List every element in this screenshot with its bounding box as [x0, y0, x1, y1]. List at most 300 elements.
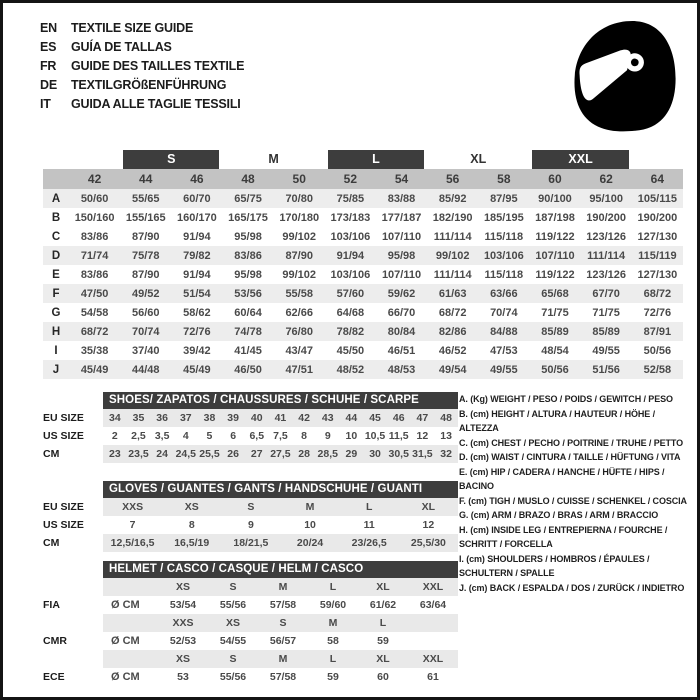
size-cell: 2,5: [131, 430, 146, 442]
measure-cell: 78/82: [325, 322, 376, 341]
size-cell: 12: [422, 519, 435, 531]
size-cell: 31,5: [411, 445, 435, 463]
measure-cell: 85/92: [427, 189, 478, 208]
size-band-L: [325, 149, 427, 169]
measure-cell: 105/115: [632, 189, 683, 208]
measure-cell: 99/102: [427, 246, 478, 265]
size-cell: 10: [304, 519, 316, 531]
legend-item: E. (cm) HIP / CADERA / HANCHE / HÜFTE / HIPS / BACINO: [459, 466, 665, 491]
measure-cell: 53/56: [222, 284, 273, 303]
size-cell: 30: [363, 445, 387, 463]
measure-cell: 115/118: [484, 268, 524, 281]
size-cell: M: [258, 650, 308, 668]
measure-cell: 115/119: [632, 246, 683, 265]
size-col-header: 64: [632, 169, 683, 189]
language-title: TEXTILGRÖßENFÜHRUNG: [71, 78, 227, 92]
measure-cell: 95/98: [234, 230, 262, 243]
measure-cell: 83/86: [80, 268, 109, 281]
size-cell: 47: [411, 409, 435, 427]
size-col-header: 54: [376, 169, 427, 189]
size-cell: 9: [324, 430, 331, 442]
measure-row-J: [43, 360, 683, 379]
measure-cell: 107/110: [381, 268, 422, 281]
size-cell: XS: [158, 650, 208, 668]
size-cell: 60: [377, 671, 389, 683]
measure-row-B: [43, 208, 683, 227]
size-cell: 30,5: [387, 445, 411, 463]
size-cell: 56/57: [269, 635, 297, 647]
size-band-XXL: [529, 149, 631, 169]
measure-cell: 177/187: [381, 211, 422, 224]
measure-cell: 91/94: [325, 246, 376, 265]
size-band-bar: L: [328, 150, 424, 169]
racing-helmet-icon: [559, 15, 689, 135]
measure-cell: 107/110: [381, 230, 422, 243]
measure-cell: 66/70: [387, 306, 416, 319]
measure-cell: 51/56: [581, 360, 632, 379]
size-cell: 59/60: [319, 599, 347, 611]
measure-cell: 119/122: [535, 268, 575, 281]
size-cell: XXS: [103, 498, 162, 516]
size-cell: 24,5: [174, 445, 198, 463]
size-cell: 59: [327, 671, 339, 683]
measure-cell: 71/74: [69, 246, 120, 265]
measure-cell: 127/130: [637, 230, 678, 243]
size-cell: S: [208, 578, 258, 596]
measure-cell: 65/75: [222, 189, 273, 208]
size-cell: 27,5: [269, 445, 293, 463]
language-code: FR: [40, 59, 57, 73]
measure-cell: 75/78: [120, 246, 171, 265]
helmet-table: [43, 560, 458, 686]
measure-cell: 49/54: [427, 360, 478, 379]
size-cell: XL: [399, 498, 458, 516]
row-letter: D: [43, 246, 69, 265]
size-cell: L: [308, 650, 358, 668]
legend-item: F. (cm) TIGH / MUSLO / CUISSE / SCHENKEL / COSCIA: [459, 495, 687, 506]
shoes-section: [43, 391, 458, 463]
size-cell: 61/62: [369, 599, 397, 611]
size-cell: S: [208, 650, 258, 668]
size-cell: 63/64: [419, 599, 447, 611]
size-cell: 18/21,5: [221, 534, 280, 552]
measure-row-D: [43, 246, 683, 265]
size-col-header: 58: [478, 169, 529, 189]
size-cell: 23: [103, 445, 127, 463]
section-header: SHOES/ ZAPATOS / CHAUSSURES / SCHUHE / SCARPE: [103, 392, 458, 409]
measure-cell: 43/47: [285, 344, 313, 357]
measure-cell: 50/56: [529, 360, 580, 379]
size-band-bar: S: [123, 150, 219, 169]
measure-unit: Ø CM: [111, 635, 140, 647]
row-label: ECE: [43, 671, 65, 683]
size-cell: 8: [301, 430, 307, 442]
size-cell: 29: [340, 445, 364, 463]
size-cell: 57/58: [269, 671, 297, 683]
size-cell: 59: [377, 635, 389, 647]
size-cell: 3,5: [154, 430, 170, 442]
size-cell: XXS: [158, 614, 208, 632]
size-cell: M: [280, 498, 339, 516]
size-cell: 55/56: [219, 599, 247, 611]
measure-cell: 182/190: [432, 211, 473, 224]
measure-cell: 45/50: [336, 344, 365, 357]
size-band-row: [43, 149, 683, 169]
size-col-header: 62: [581, 169, 632, 189]
measure-cell: 72/76: [643, 306, 672, 319]
measure-cell: 99/102: [282, 230, 317, 243]
measure-cell: 95/98: [234, 268, 262, 281]
measure-row-A: [43, 189, 683, 208]
size-cell: 53: [177, 671, 189, 683]
language-row-fr: [40, 57, 244, 76]
legend-item: A. (Kg) WEIGHT / PESO / POIDS / GEWITCH / PESO: [459, 394, 673, 404]
size-cell: 23/26,5: [340, 534, 399, 552]
measure-cell: 79/82: [171, 246, 222, 265]
size-col-header: 56: [427, 169, 478, 189]
size-cell: XS: [158, 578, 208, 596]
size-cell: 16,5/19: [162, 534, 221, 552]
measure-cell: 85/89: [581, 322, 632, 341]
size-cell: L: [358, 614, 408, 632]
measure-cell: 90/100: [529, 189, 580, 208]
size-col-header: 42: [69, 169, 120, 189]
measure-cell: 55/58: [274, 284, 325, 303]
size-cell: XS: [208, 614, 258, 632]
measure-cell: 46/50: [222, 360, 273, 379]
legend-item: H. (cm) INSIDE LEG / ENTREPIERNA / FOURCHE / SCHRITT / FORCELLA: [459, 524, 668, 549]
measure-cell: 87/90: [131, 230, 160, 243]
measure-cell: 170/180: [279, 211, 320, 224]
measure-cell: 46/51: [387, 344, 416, 357]
measure-cell: 115/118: [484, 230, 524, 243]
measure-cell: 76/80: [274, 322, 325, 341]
measure-cell: 45/49: [171, 360, 222, 379]
measure-cell: 61/63: [427, 284, 478, 303]
size-col-header: 48: [222, 169, 273, 189]
measure-row-C: [43, 227, 683, 246]
size-cell: XL: [358, 578, 408, 596]
size-cell: XL: [358, 650, 408, 668]
measure-cell: 55/65: [120, 189, 171, 208]
measure-cell: 49/52: [120, 284, 171, 303]
size-cell: 11: [363, 519, 375, 531]
measure-cell: 127/130: [637, 268, 678, 281]
language-code: IT: [40, 97, 51, 111]
size-cell: 41: [269, 409, 293, 427]
size-cell: 42: [292, 409, 316, 427]
measure-cell: 67/70: [581, 284, 632, 303]
language-row-de: [40, 76, 244, 95]
size-cell: 25,5/30: [399, 534, 458, 552]
size-col-header: 46: [171, 169, 222, 189]
size-cell: 58: [327, 635, 339, 647]
measure-cell: 68/72: [438, 306, 467, 319]
size-band-label: M: [268, 152, 279, 166]
size-cell: M: [308, 614, 358, 632]
size-col-header: 44: [120, 169, 171, 189]
size-cell: XXL: [408, 578, 458, 596]
size-cell: [408, 632, 458, 650]
size-cell: 53/54: [169, 599, 197, 611]
size-cell: 45: [363, 409, 387, 427]
measure-cell: 70/74: [120, 322, 171, 341]
size-cell: M: [258, 578, 308, 596]
measure-cell: 44/48: [120, 360, 171, 379]
measurement-legend: [459, 392, 695, 595]
measure-cell: 48/52: [325, 360, 376, 379]
legend-item: B. (cm) HEIGHT / ALTURA / HAUTEUR / HÖHE / ALTEZZA: [459, 408, 655, 433]
measure-cell: 37/40: [131, 344, 160, 357]
language-code: EN: [40, 21, 57, 35]
size-cell: 34: [103, 409, 127, 427]
measure-cell: 65/68: [529, 284, 580, 303]
row-letter: I: [54, 344, 58, 357]
legend-item: J. (cm) BACK / ESPALDA / DOS / ZURÜCK / INDIETRO: [459, 582, 685, 593]
measure-cell: 63/66: [478, 284, 529, 303]
measure-cell: 75/85: [325, 189, 376, 208]
size-col-header: 52: [325, 169, 376, 189]
size-cell: 8: [188, 519, 195, 531]
measure-cell: 85/89: [529, 322, 580, 341]
size-cell: L: [340, 498, 399, 516]
measure-cell: 48/54: [541, 344, 569, 357]
measure-cell: 57/60: [325, 284, 376, 303]
measure-row-F: [43, 284, 683, 303]
row-letter: E: [52, 268, 60, 281]
helmet-size-row: [43, 614, 458, 632]
language-title: TEXTILE SIZE GUIDE: [71, 21, 194, 35]
row-letter: C: [51, 230, 61, 243]
language-row-en: [40, 19, 244, 38]
size-col-header: 60: [529, 169, 580, 189]
size-band-label: XL: [470, 152, 487, 166]
measure-cell: 160/170: [177, 211, 217, 224]
measure-cell: 103/106: [330, 230, 371, 243]
size-cell: S: [221, 498, 280, 516]
size-cell: 12,5/16,5: [103, 534, 162, 552]
language-row-es: [40, 38, 244, 57]
legend-item: D. (cm) WAIST / CINTURA / TAILLE / HÜFTUNG / VITA: [459, 452, 681, 462]
measure-cell: 70/74: [490, 306, 518, 319]
language-title: GUIDE DES TAILLES TEXTILE: [71, 59, 245, 73]
measure-cell: 150/160: [74, 211, 115, 224]
measure-cell: 91/94: [183, 268, 211, 281]
row-label: US SIZE: [43, 519, 84, 531]
language-code: DE: [40, 78, 57, 92]
measure-cell: 83/86: [80, 230, 109, 243]
size-cell: 6: [230, 430, 237, 442]
size-cell: 9: [247, 519, 254, 531]
measure-cell: 71/75: [592, 306, 620, 319]
measure-cell: 190/200: [586, 211, 627, 224]
measure-cell: 155/165: [125, 211, 166, 224]
size-cell: 55/56: [219, 671, 247, 683]
measure-cell: 39/42: [183, 344, 211, 357]
size-cell: 12: [416, 430, 429, 442]
section-header: GLOVES / GUANTES / GANTS / HANDSCHUHE / GUANTI: [103, 481, 458, 498]
measure-cell: 83/88: [376, 189, 427, 208]
helmet-size-row: [43, 650, 458, 668]
size-cell: 54/55: [219, 635, 247, 647]
size-band-M: [222, 149, 324, 169]
measure-cell: 59/62: [376, 284, 427, 303]
size-cell: [408, 614, 458, 632]
main-size-table: [43, 149, 683, 379]
row-label: US SIZE: [43, 430, 84, 442]
measure-cell: 35/38: [80, 344, 109, 357]
language-row-it: [40, 95, 244, 114]
size-cell: 10,5: [364, 430, 386, 442]
measure-row-H: [43, 322, 683, 341]
size-cell: 7,5: [273, 430, 288, 442]
measure-cell: 119/122: [535, 230, 575, 243]
row-label: EU SIZE: [43, 501, 84, 513]
row-label: CM: [43, 448, 60, 460]
measure-row-G: [43, 303, 683, 322]
size-cell: 4: [182, 430, 189, 442]
measure-cell: 107/110: [529, 246, 580, 265]
language-title: GUÍA DE TALLAS: [71, 40, 172, 54]
legend-item: I. (cm) SHOULDERS / HOMBROS / ÉPAULES / SCHULTERN / SPALLE: [459, 553, 650, 578]
measure-cell: 71/75: [541, 306, 569, 319]
row-letter: A: [43, 189, 69, 208]
measure-cell: 83/86: [222, 246, 273, 265]
measure-cell: 68/72: [632, 284, 683, 303]
measure-cell: 64/68: [336, 306, 365, 319]
size-cell: 37: [174, 409, 198, 427]
size-cell: S: [258, 614, 308, 632]
row-label: CM: [43, 537, 60, 549]
measure-cell: 173/183: [330, 211, 371, 224]
measure-cell: 87/95: [478, 189, 529, 208]
helmet-value-row-ECE: [43, 668, 458, 686]
measure-cell: 87/90: [274, 246, 325, 265]
measure-cell: 111/114: [433, 268, 472, 281]
measure-cell: 47/53: [490, 344, 518, 357]
measure-cell: 187/198: [535, 211, 575, 224]
measure-cell: 185/195: [483, 211, 524, 224]
size-col-header: 50: [274, 169, 325, 189]
measure-cell: 58/62: [183, 306, 211, 319]
size-cell: 11,5: [388, 430, 409, 442]
legend-item: G. (cm) ARM / BRAZO / BRAS / ARM / BRACCIO: [459, 510, 659, 520]
measure-cell: 45/49: [69, 360, 120, 379]
measure-cell: 47/51: [274, 360, 325, 379]
measure-cell: 111/114: [581, 246, 632, 265]
measure-cell: 50/60: [69, 189, 120, 208]
size-band-XL: [427, 149, 529, 169]
measure-cell: 165/175: [228, 211, 268, 224]
measure-cell: 82/86: [427, 322, 478, 341]
size-cell: 52/53: [169, 635, 197, 647]
helmet-value-row-FIA: [43, 596, 458, 614]
size-band-S: [120, 149, 222, 169]
measure-cell: 46/52: [438, 344, 467, 357]
row-label: CMR: [43, 635, 67, 647]
size-cell: XS: [162, 498, 221, 516]
measure-cell: 87/91: [632, 322, 683, 341]
measure-cell: 91/94: [183, 230, 211, 243]
size-cell: 25,5: [198, 445, 222, 463]
row-letter: F: [43, 284, 69, 303]
size-cell: 6,5: [249, 430, 265, 442]
measure-cell: 190/200: [637, 211, 678, 224]
measure-cell: 103/106: [478, 246, 529, 265]
language-title-list: [40, 19, 244, 114]
legend-item: C. (cm) CHEST / PECHO / POITRINE / TRUHE / PETTO: [459, 437, 684, 448]
measure-cell: 60/70: [171, 189, 222, 208]
measure-cell: 95/98: [376, 246, 427, 265]
measure-cell: 72/76: [171, 322, 222, 341]
section-header: HELMET / CASCO / CASQUE / HELM / CASCO: [103, 561, 458, 578]
measure-cell: 54/58: [80, 306, 109, 319]
size-cell: 2: [111, 430, 118, 442]
size-cell: 7: [129, 519, 136, 531]
gloves-section: [43, 480, 458, 552]
measure-cell: 84/88: [478, 322, 529, 341]
helmet-section: [43, 560, 458, 686]
measure-cell: 50/56: [643, 344, 672, 357]
measure-cell: 74/78: [222, 322, 273, 341]
size-cell: 28: [292, 445, 316, 463]
language-title: GUIDA ALLE TAGLIE TESSILI: [71, 97, 241, 111]
measure-row-E: [43, 265, 683, 284]
measure-unit: Ø CM: [111, 671, 140, 683]
size-cell: 61: [427, 671, 439, 683]
measure-cell: 99/102: [282, 268, 317, 281]
measure-cell: 68/72: [69, 322, 120, 341]
size-cell: 43: [316, 409, 340, 427]
size-cell: 36: [150, 409, 174, 427]
row-letter: G: [51, 306, 61, 319]
size-cell: 5: [206, 430, 213, 442]
measure-cell: 60/64: [234, 306, 262, 319]
measure-cell: 49/55: [592, 344, 620, 357]
size-cell: 40: [245, 409, 269, 427]
measure-cell: 103/106: [330, 268, 371, 281]
measure-cell: 56/60: [131, 306, 160, 319]
size-cell: 46: [387, 409, 411, 427]
size-cell: 26: [221, 445, 245, 463]
size-cell: 28,5: [316, 445, 340, 463]
helmet-value-row-CMR: [43, 632, 458, 650]
size-cell: 13: [440, 430, 452, 442]
measure-cell: 41/45: [234, 344, 262, 357]
size-cell: 39: [221, 409, 245, 427]
size-cell: 57/58: [269, 599, 297, 611]
size-cell: 20/24: [280, 534, 339, 552]
measure-unit: Ø CM: [111, 599, 140, 611]
size-cell: 44: [340, 409, 364, 427]
size-cell: XXL: [408, 650, 458, 668]
measure-cell: 111/114: [433, 230, 472, 243]
size-cell: 27: [245, 445, 269, 463]
gloves-table: [43, 480, 458, 552]
row-letter: H: [43, 322, 69, 341]
helmet-size-row: [43, 578, 458, 596]
row-letter: J: [43, 360, 69, 379]
size-band-bar: XXL: [532, 150, 628, 169]
measure-cell: 49/55: [478, 360, 529, 379]
measure-cell: 95/100: [581, 189, 632, 208]
measure-cell: 48/53: [376, 360, 427, 379]
size-cell: 48: [434, 409, 458, 427]
size-header-row: [43, 169, 683, 189]
language-code: ES: [40, 40, 57, 54]
row-label: EU SIZE: [43, 412, 84, 424]
garment-size-table-wrap: [43, 149, 683, 379]
